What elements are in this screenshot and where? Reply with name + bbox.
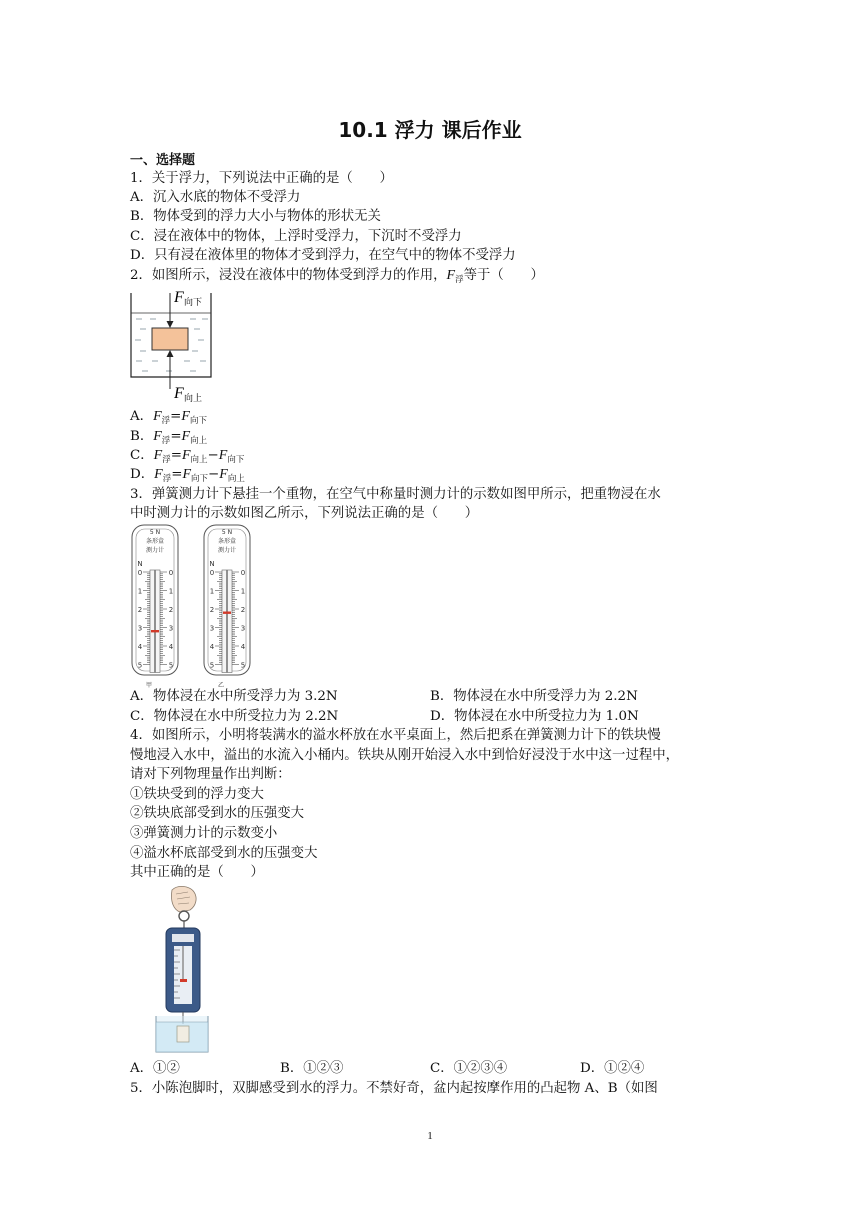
f-up-subscript: 向上 [184,394,203,404]
hand-icon [171,886,196,912]
q1-option-a: A．沉入水底的物体不受浮力 [130,190,301,205]
gauge-tick-label-right: 1 [168,587,174,596]
spring-scale-figures [126,522,266,688]
buoyancy-figure [128,285,228,405]
gauge-tick-label-left: 5 [209,661,215,670]
gauge-tick-label-right: 4 [168,643,174,651]
f-down-symbol: F [174,289,184,306]
gauge-tick-label-right: 0 [168,569,174,577]
gauge-tick-label-left: 0 [209,569,215,577]
q2-option-b: B．$F_浮=F_{向上}$ [130,429,208,446]
q4-option-c: C．①②③④ [430,1061,508,1076]
gauge-tick-label-left: 4 [137,643,143,651]
q4-stem-line3: 请对下列物理量作出判断： [130,767,291,782]
gauge-capacity-label: 5 N [221,529,233,536]
page-number: 1 [427,1130,433,1142]
gauge-tick-label-left: 3 [137,624,143,633]
q3-option-c: C．物体浸在水中所受拉力为 2.2N [130,709,339,724]
gauge-tick-label-left: 4 [209,643,215,651]
q4-stem-line2: 慢地浸入水中，溢出的水流入小桶内。铁块从刚开始浸入水中到恰好浸没于水中这一过程中， [130,748,680,763]
gauge-tick-label-right: 2 [240,606,246,614]
gauge-tick-label-right: 0 [240,569,246,577]
q4-option-b: B．①②③ [280,1061,344,1076]
gauge-tick-label-left: 1 [137,587,143,596]
gauge-tick-label-right: 5 [240,661,246,670]
gauge-name-1: 条形盒 [145,538,165,545]
gauge-name-2: 测力计 [145,547,165,554]
q4-ask: 其中正确的是（ ） [130,865,264,880]
q4-statement-4: ④溢水杯底部受到水的压强变大 [130,846,318,861]
gauge-tick-label-right: 1 [240,587,246,596]
q1-option-c: C．浸在液体中的物体，上浮时受浮力，下沉时不受浮力 [130,229,462,244]
gauge-unit: N [137,560,143,568]
f-up-symbol: F [174,385,184,402]
iron-block [177,1026,189,1042]
q2-option-d: D．$F_浮=F_{向下}-F_{向上}$ [130,467,245,484]
gauge-tick-label-left: 2 [137,606,143,614]
submerged-block [152,328,188,350]
gauge-tick-label-right: 4 [240,643,246,651]
gauge-caption: 乙 [217,682,225,688]
q4-option-a: A．①② [130,1061,180,1076]
gauge-tick-label-right: 2 [168,606,174,614]
q2-option-a: A．$F_浮=F_{向下}$ [130,409,207,426]
gauge-tick-label-left: 0 [137,569,143,577]
q4-statement-2: ②铁块底部受到水的压强变大 [130,806,305,821]
q3-option-b: B．物体浸在水中所受浮力为 2.2N [430,689,638,704]
q1-option-b: B．物体受到的浮力大小与物体的形状无关 [130,209,381,224]
overflow-cup-figure [150,884,220,1056]
gauge-pointer [151,630,159,632]
q4-statement-1: ①铁块受到的浮力变大 [130,787,264,802]
gauge-tick-label-left: 1 [209,587,215,596]
gauge-capacity-label: 5 N [149,529,161,536]
section-heading: 一、选择题 [130,153,196,168]
q2-option-c: C．$F_浮=F_{向上}-F_{向下}$ [130,448,245,465]
q3-stem-line1: 3．弹簧测力计下悬挂一个重物，在空气中称量时测力计的示数如图甲所示，把重物浸在水 [130,487,661,502]
q4-stem-line1: 4．如图所示，小明将装满水的溢水杯放在水平桌面上，然后把系在弹簧测力计下的铁块慢 [130,728,661,743]
gauge-pointer [223,612,231,614]
gauge-tick-label-right: 5 [168,661,174,670]
q2-stem: 2．如图所示，浸没在液体中的物体受到浮力的作用，$F_浮$等于（ ） [130,268,544,285]
q3-option-d: D．物体浸在水中所受拉力为 1.0N [430,709,639,724]
gauge-tick-label-right: 3 [240,624,246,633]
f-down-subscript: 向下 [184,298,203,308]
gauge-tick-label-left: 5 [137,661,143,670]
gauge-name-2: 测力计 [217,547,237,554]
gauge-tick-label-left: 3 [209,624,215,633]
gauge-tick-label-left: 2 [209,606,215,614]
page-title: 10.1 浮力 课后作业 [338,118,522,142]
gauge-name-1: 条形盒 [217,538,237,545]
gauge-caption: 甲 [145,682,153,688]
q3-stem-line2: 中时测力计的示数如图乙所示，下列说法正确的是（ ） [130,506,479,521]
q3-option-a: A．物体浸在水中所受浮力为 3.2N [130,689,338,704]
q4-option-d: D．①②④ [580,1061,645,1076]
gauge-unit: N [209,560,215,568]
q5-stem-line1: 5．小陈泡脚时，双脚感受到水的浮力。不禁好奇，盆内起按摩作用的凸起物 A、B（如图 [130,1081,658,1096]
q1-stem: 1．关于浮力，下列说法中正确的是（ ） [130,171,393,186]
q4-statement-3: ③弹簧测力计的示数变小 [130,826,278,841]
gauge-tick-label-right: 3 [168,624,174,633]
q1-option-d: D．只有浸在液体里的物体才受到浮力，在空气中的物体不受浮力 [130,248,516,263]
